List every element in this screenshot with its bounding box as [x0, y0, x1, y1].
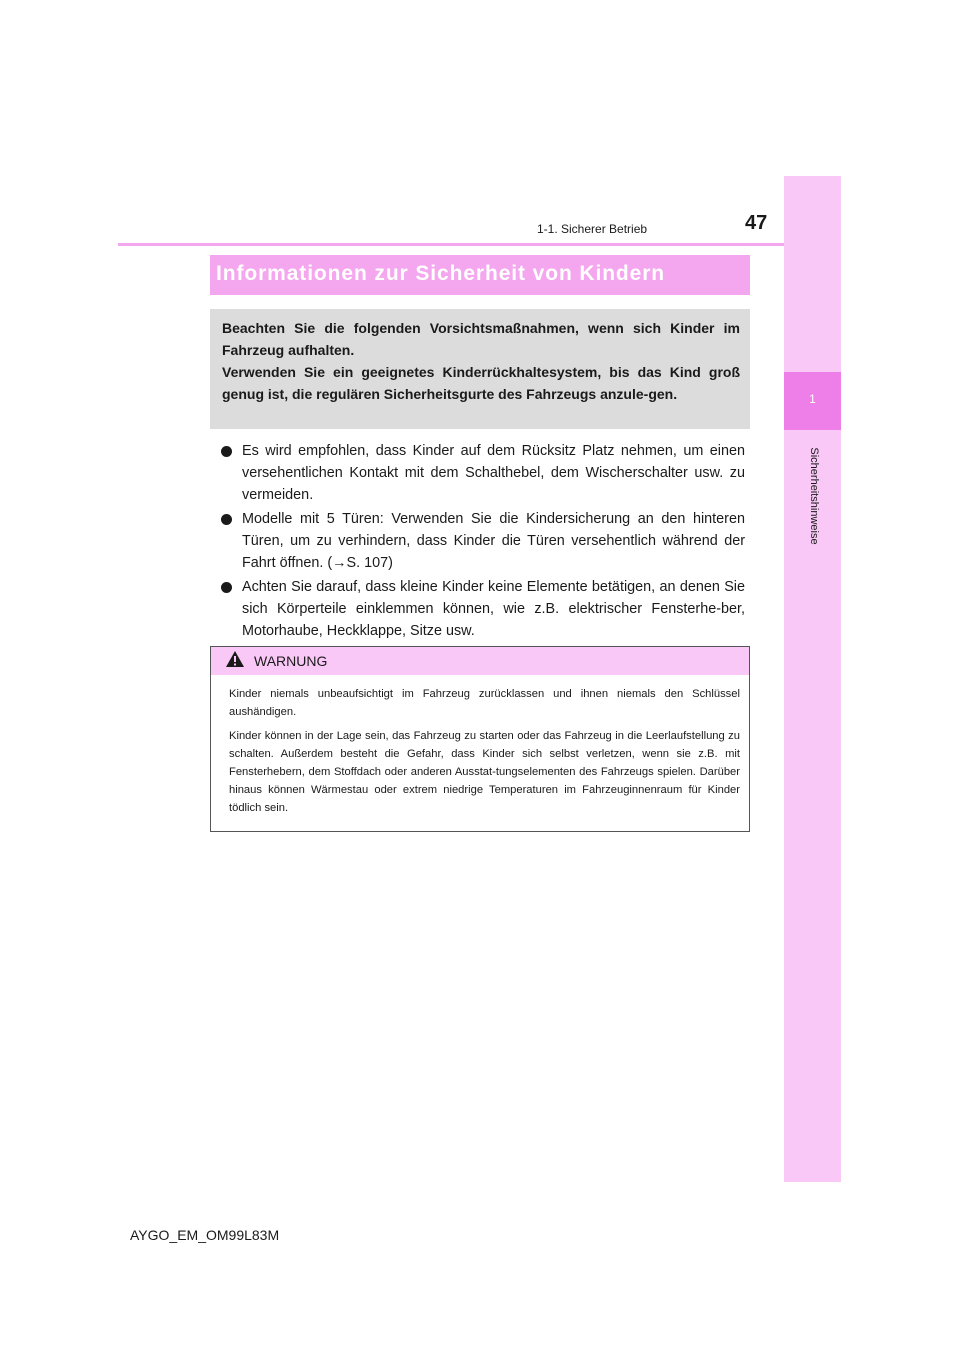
warning-title: WARNUNG — [254, 653, 328, 669]
bullet-item — [213, 508, 745, 574]
bullet-text: Es wird empfohlen, dass Kinder auf dem Rücksitz Platz nehmen, um einen versehentlichen Kontakt mit dem Schalthebel, dem Wischerschalter usw. zu vermeiden. — [242, 443, 745, 503]
chapter-title: Sicherheitshinweise — [808, 447, 820, 545]
intro-line-2: Verwenden Sie ein geeignetes Kinderrückhaltesystem, bis das Kind groß genug ist, die regulären Sicherheitsgurte des Fahrzeugs anzule-gen. — [222, 364, 740, 402]
intro-box — [210, 309, 750, 429]
intro-line-1: Beachten Sie die folgenden Vorsichtsmaßnahmen, wenn sich Kinder im Fahrzeug aufhalten. — [222, 320, 740, 358]
bullet-dot-icon — [221, 514, 232, 525]
bullet-list — [213, 440, 745, 644]
section-label: 1-1. Sicherer Betrieb — [537, 222, 648, 236]
page-number: 47 — [745, 212, 768, 234]
bullet-item — [213, 440, 745, 506]
section-title: Informationen zur Sicherheit von Kindern — [216, 262, 666, 285]
warning-triangle-icon — [225, 650, 245, 668]
bullet-dot-icon — [221, 446, 232, 457]
side-tab-strip — [784, 176, 841, 1182]
bullet-text: Modelle mit 5 Türen: Verwenden Sie die Kindersicherung an den hinteren Türen, um zu verhindern, dass Kinder die Türen versehentlich während der Fahrt öffnen. (→S. 107) — [242, 511, 745, 571]
bullet-dot-icon — [221, 582, 232, 593]
bullet-text: Achten Sie darauf, dass kleine Kinder keine Elemente betätigen, an denen Sie sich Körperteile einklemmen können, wie z.B. elektrischer Fensterhe-ber, Motorhaube, Heckklappe, Sitze usw. — [242, 579, 745, 639]
warning-body — [229, 685, 740, 823]
warning-paragraph: Kinder niemals unbeaufsichtigt im Fahrzeug zurücklassen und ihnen niemals den Schlüssel aushändigen. — [229, 688, 740, 718]
header-divider — [118, 243, 840, 246]
chapter-number: 1 — [809, 392, 816, 406]
warning-paragraph: Kinder können in der Lage sein, das Fahrzeug zu starten oder das Fahrzeug in die Leerlaufstellung zu schalten. Außerdem besteht die Gefahr, dass Kinder sich selbst verletzen, wenn sie z.B. mit Fensterhebern, dem Stoffdach oder anderen Ausstat-tungselementen des Fahrzeugs spielen. Darüber hinaus können Wärmestau oder extrem niedrige Temperaturen im Fahrzeuginnenraum für Kinder tödlich sein. — [229, 730, 740, 814]
bullet-item — [213, 576, 745, 642]
document-code: AYGO_EM_OM99L83M — [130, 1227, 280, 1243]
